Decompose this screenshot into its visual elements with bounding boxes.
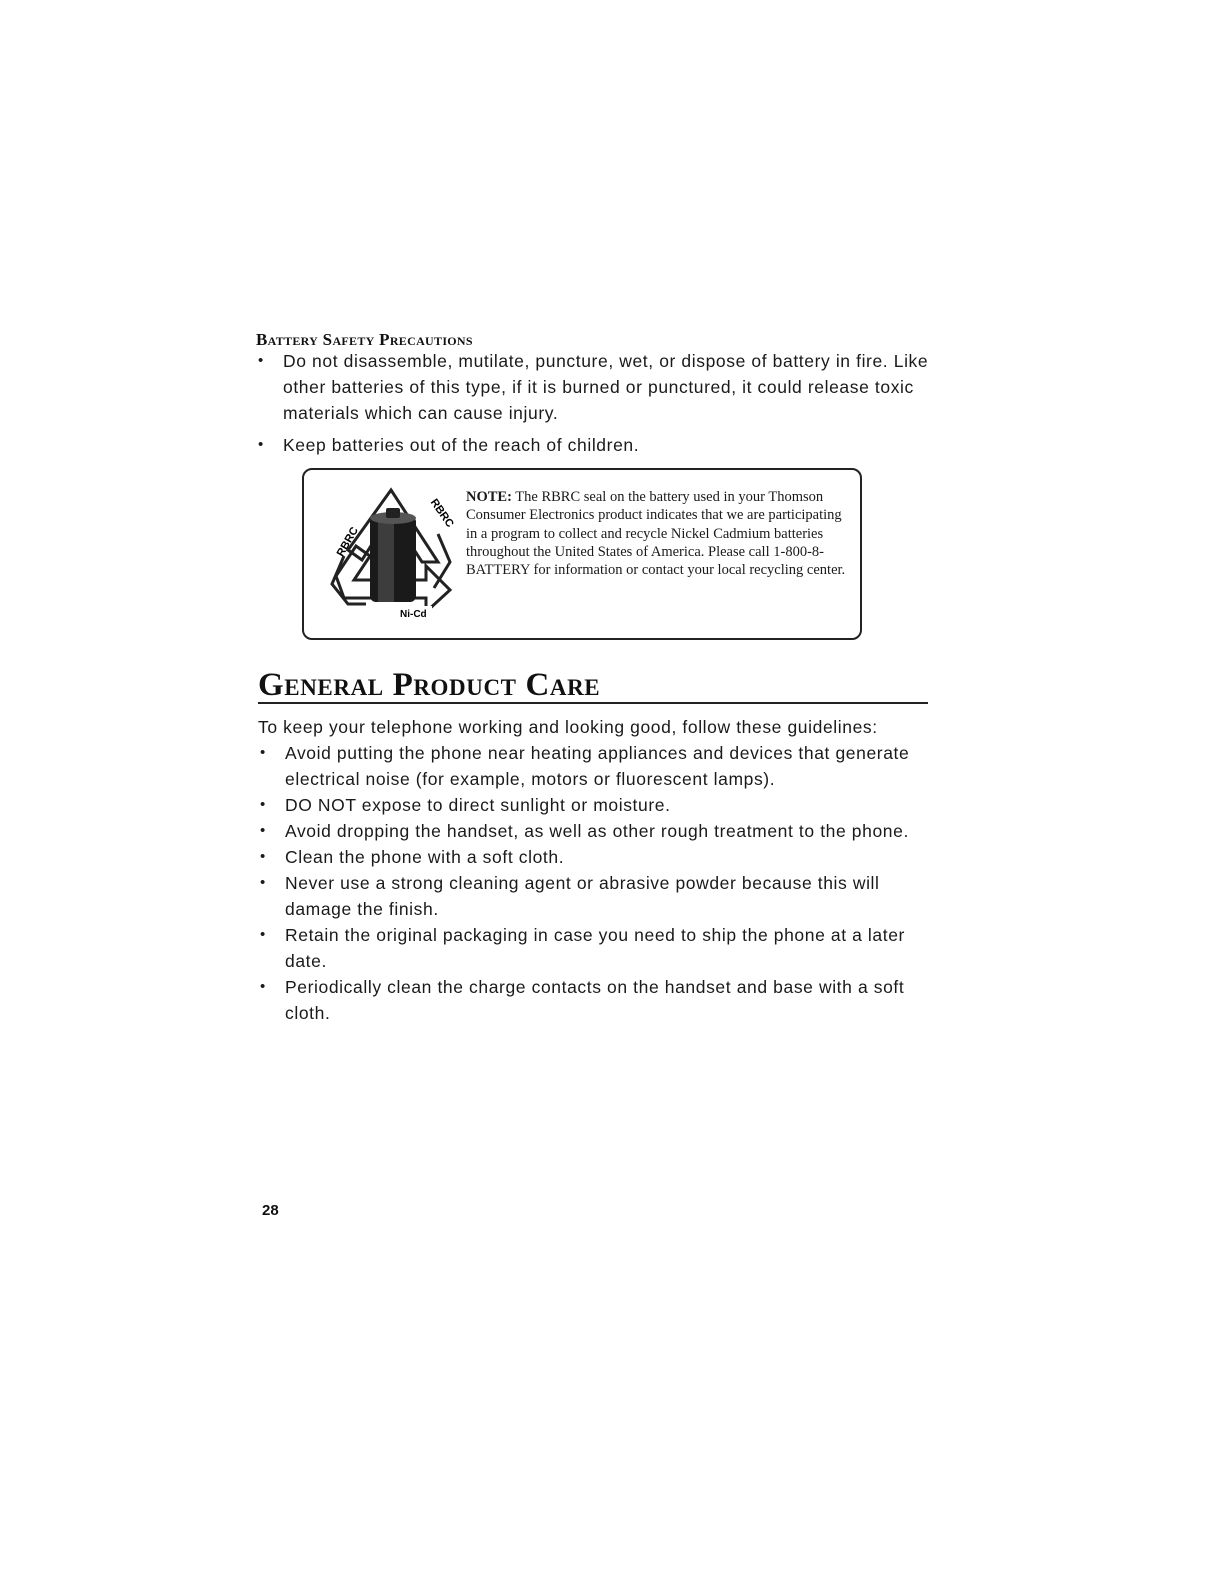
care-intro-text: To keep your telephone working and looking good, follow these guidelines: <box>258 717 878 737</box>
note-label: NOTE: <box>466 489 512 505</box>
note-body: The RBRC seal on the battery used in your Thomson Consumer Electronics product indicates that we are participating in a program to collect and recycle Nickel Cadmium batteries throughout the United States of America. Please call 1-800-8-BATTERY for information or contact your local recycling center. <box>466 489 846 579</box>
list-item-text: Periodically clean the charge contacts on the handset and base with a soft cloth. <box>285 977 905 1023</box>
list-item-text: Avoid putting the phone near heating appliances and devices that generate electrical noise (for example, motors or fluorescent lamps). <box>285 743 910 789</box>
list-item-text: Clean the phone with a soft cloth. <box>285 847 565 867</box>
list-item <box>258 974 948 1026</box>
list-item <box>256 432 936 458</box>
battery-safety-heading: Battery Safety Precautions <box>256 330 473 349</box>
page-number: 28 <box>262 1202 279 1219</box>
bullet-icon: • <box>258 352 264 369</box>
seal-text-right: RBRC <box>427 496 456 530</box>
list-item-text: Do not disassemble, mutilate, puncture, wet, or dispose of battery in fire. Like other batteries of this type, if it is burned or punctured, it could release toxic materials which can cause injury. <box>283 351 929 423</box>
bullet-icon: • <box>260 874 266 891</box>
list-item-text: Keep batteries out of the reach of children. <box>283 435 640 455</box>
bullet-icon: • <box>260 796 266 813</box>
list-item-text: Retain the original packaging in case you need to ship the phone at a later date. <box>285 925 905 971</box>
list-item-text: Avoid dropping the handset, as well as other rough treatment to the phone. <box>285 821 909 841</box>
heading-rule <box>258 702 928 704</box>
general-product-care-heading: General Product Care <box>258 667 601 703</box>
battery-safety-list <box>256 348 936 464</box>
bullet-icon: • <box>260 822 266 839</box>
bullet-icon: • <box>258 436 264 453</box>
bullet-icon: • <box>260 848 266 865</box>
bullet-icon: • <box>260 978 266 995</box>
bullet-icon: • <box>260 744 266 761</box>
rbrc-note-box <box>302 468 862 640</box>
note-text <box>466 488 846 579</box>
list-item <box>258 740 948 792</box>
bullet-icon: • <box>260 926 266 943</box>
seal-text-left: RBRC <box>334 525 361 559</box>
list-item-text: DO NOT expose to direct sunlight or moisture. <box>285 795 671 815</box>
list-item-text: Never use a strong cleaning agent or abrasive powder because this will damage the finish. <box>285 873 880 919</box>
seal-text-bottom: Ni-Cd <box>400 609 427 620</box>
rbrc-recycling-seal-icon <box>326 484 456 624</box>
list-item <box>258 922 948 974</box>
list-item <box>258 818 948 844</box>
list-item <box>258 870 948 922</box>
care-guidelines-list <box>258 740 948 1026</box>
list-item <box>256 348 936 426</box>
list-item <box>258 844 948 870</box>
list-item <box>258 792 948 818</box>
